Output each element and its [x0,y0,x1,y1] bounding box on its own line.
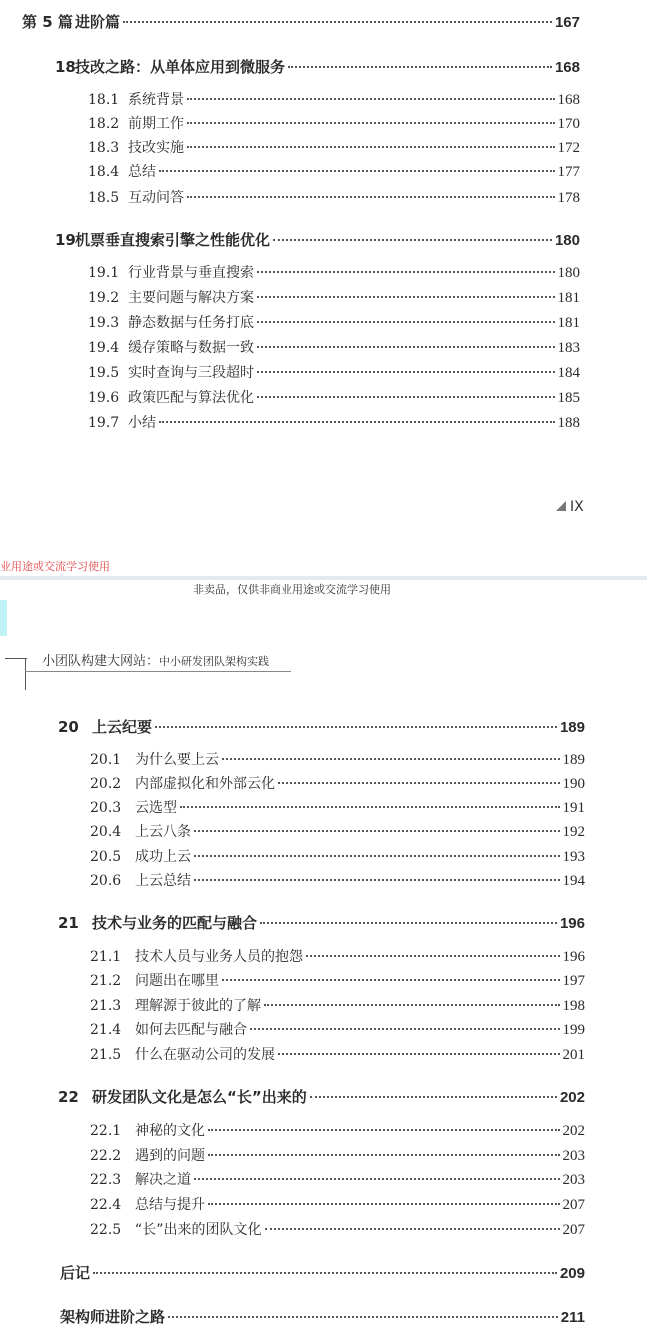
entry-title: 后记 [60,1264,91,1282]
toc-section-entry [88,413,580,433]
toc-section-entry [88,263,580,283]
toc-section-entry [90,774,585,794]
dot-leader [208,1154,560,1156]
entry-number: 20 [58,718,79,736]
dot-leader [288,66,552,68]
entry-number: 18.4 [88,164,120,180]
entry-page: 203 [562,1172,585,1188]
entry-number: 21.1 [90,949,122,965]
entry-number: 第 5 篇 [22,13,73,31]
entry-page: 190 [562,776,585,792]
dot-leader [250,1028,560,1030]
dot-leader [257,346,555,348]
entry-page: 202 [559,1089,585,1106]
entry-page: 189 [559,719,585,736]
dot-leader [194,830,560,832]
dot-leader [257,271,555,273]
entry-title: 内部虚拟化和外部云化 [135,776,275,792]
toc-chapter-entry [58,913,585,933]
entry-page: 189 [562,752,585,768]
page-folio: IX [556,499,584,515]
dot-leader [310,1096,557,1098]
dot-leader [222,758,560,760]
entry-title: 行业背景与垂直搜索 [128,265,254,281]
entry-number: 19.5 [88,365,120,381]
entry-number: 22.2 [90,1148,122,1164]
toc-section-entry [90,996,585,1016]
dot-leader [93,1272,557,1274]
dot-leader [265,1228,560,1230]
dot-leader [306,955,560,957]
entry-number: 18.2 [88,116,120,132]
entry-title: 遇到的问题 [135,1148,205,1164]
page-divider [0,576,647,580]
header-rule [25,671,291,672]
dot-leader [187,122,555,124]
entry-number: 18.3 [88,140,120,156]
entry-title: “长”出来的团队文化 [135,1222,262,1238]
dot-leader [155,726,557,728]
entry-title: 小结 [128,415,156,431]
toc-section-entry [90,871,585,891]
entry-page: 207 [562,1197,585,1213]
entry-page: 199 [562,1022,585,1038]
entry-number: 19.6 [88,390,120,406]
entry-number: 18.5 [88,190,120,206]
entry-title: 互动问答 [128,190,184,206]
dot-leader [257,296,555,298]
entry-title: 机票垂直搜索引擎之性能优化 [75,231,271,249]
toc-section-entry [90,971,585,991]
toc-section-entry [88,188,580,208]
entry-title: 主要问题与解决方案 [128,290,254,306]
dot-leader [194,1178,560,1180]
entry-page: 211 [560,1309,585,1326]
dot-leader [260,922,557,924]
entry-number: 20.5 [90,849,122,865]
toc-section-entry [90,947,585,967]
toc-section-entry [88,288,580,308]
toc-part-entry [60,1263,585,1283]
toc-section-entry [90,1020,585,1040]
entry-number: 19.3 [88,315,120,331]
entry-title: 总结 [128,164,156,180]
entry-title: 什么在驱动公司的发展 [135,1047,275,1063]
toc-chapter-entry [55,57,580,77]
entry-number: 20.6 [90,873,122,889]
dot-leader [257,371,555,373]
entry-number: 22.1 [90,1123,122,1139]
entry-number: 20.3 [90,800,122,816]
entry-title: 技改实施 [128,140,184,156]
entry-page: 185 [557,390,580,406]
entry-title: 为什么要上云 [135,752,219,768]
toc-section-entry [90,1195,585,1215]
entry-page: 181 [557,290,580,306]
entry-title: 架构师进阶之路 [60,1308,166,1326]
entry-number: 19.7 [88,415,120,431]
toc-section-entry [90,847,585,867]
entry-page: 180 [557,265,580,281]
toc-section-entry [88,338,580,358]
toc-chapter-entry [55,230,580,250]
entry-page: 201 [562,1047,585,1063]
toc-section-entry [90,750,585,770]
toc-section-entry [90,1045,585,1065]
entry-title: 总结与提升 [135,1197,205,1213]
entry-number: 18 [55,58,76,76]
watermark-red: 业用途或交流学习使用 [0,560,110,573]
entry-title: 上云纪要 [92,718,153,736]
entry-number: 21 [58,914,79,932]
toc-section-entry [88,114,580,134]
entry-number: 21.4 [90,1022,122,1038]
entry-page: 196 [562,949,585,965]
entry-title: 理解源于彼此的了解 [135,998,261,1014]
entry-number: 21.2 [90,973,122,989]
toc-section-entry [90,1220,585,1240]
dot-leader [194,879,560,881]
header-rule-bar [25,658,26,690]
triangle-icon [556,501,566,511]
entry-number: 21.3 [90,998,122,1014]
entry-title: 技改之路：从单体应用到微服务 [75,58,286,76]
entry-title: 前期工作 [128,116,184,132]
toc-part-entry [22,12,580,32]
entry-number: 18.1 [88,92,120,108]
entry-title: 实时查询与三段超时 [128,365,254,381]
entry-title: 缓存策略与数据一致 [128,340,254,356]
entry-number: 20.4 [90,824,122,840]
entry-page: 196 [559,915,585,932]
dot-leader [278,1053,560,1055]
dot-leader [222,979,560,981]
entry-page: 181 [557,315,580,331]
dot-leader [273,239,552,241]
entry-title: 上云总结 [135,873,191,889]
header-rule-tick [5,658,27,659]
entry-number: 22.3 [90,1172,122,1188]
running-header: 小团队构建大网站：中小研发团队架构实践 [42,654,270,669]
dot-leader [257,396,555,398]
entry-title: 上云八条 [135,824,191,840]
entry-page: 191 [562,800,585,816]
toc-section-entry [88,90,580,110]
toc-section-entry [90,798,585,818]
entry-page: 193 [562,849,585,865]
entry-page: 170 [557,116,580,132]
entry-number: 19.4 [88,340,120,356]
entry-page: 172 [557,140,580,156]
dot-leader [159,170,555,172]
entry-title: 静态数据与任务打底 [128,315,254,331]
entry-title: 如何去匹配与融合 [135,1022,247,1038]
entry-number: 19.1 [88,265,120,281]
entry-number: 20.1 [90,752,122,768]
entry-number: 22.4 [90,1197,122,1213]
watermark-gray: 非卖品，仅供非商业用途或交流学习使用 [193,583,391,596]
entry-title: 神秘的文化 [135,1123,205,1139]
toc-chapter-entry [58,1087,585,1107]
entry-title: 进阶篇 [75,13,121,31]
toc-section-entry [88,388,580,408]
entry-title: 技术人员与业务人员的抱怨 [135,949,303,965]
entry-number: 20.2 [90,776,122,792]
entry-page: 207 [562,1222,585,1238]
dot-leader [123,21,552,23]
dot-leader [187,98,555,100]
toc-section-entry [90,1146,585,1166]
entry-page: 192 [562,824,585,840]
entry-page: 177 [557,164,580,180]
dot-leader [194,855,560,857]
entry-page: 180 [554,232,580,249]
entry-page: 168 [554,59,580,76]
toc-section-entry [90,822,585,842]
entry-page: 178 [557,190,580,206]
entry-title: 解决之道 [135,1172,191,1188]
entry-title: 云选型 [135,800,177,816]
entry-number: 19 [55,231,76,249]
toc-section-entry [90,1121,585,1141]
entry-page: 198 [562,998,585,1014]
entry-number: 19.2 [88,290,120,306]
dot-leader [168,1316,558,1318]
dot-leader [180,806,560,808]
entry-page: 197 [562,973,585,989]
entry-page: 209 [559,1265,585,1282]
dot-leader [159,421,555,423]
toc-part-entry [60,1307,585,1327]
entry-page: 184 [557,365,580,381]
scan-artifact [0,600,7,636]
entry-page: 168 [557,92,580,108]
toc-section-entry [90,1170,585,1190]
toc-section-entry [88,162,580,182]
toc-chapter-entry [58,717,585,737]
entry-title: 成功上云 [135,849,191,865]
entry-title: 技术与业务的匹配与融合 [92,914,258,932]
dot-leader [208,1203,560,1205]
dot-leader [278,782,560,784]
toc-section-entry [88,138,580,158]
dot-leader [208,1129,560,1131]
entry-page: 202 [562,1123,585,1139]
entry-page: 188 [557,415,580,431]
entry-title: 问题出在哪里 [135,973,219,989]
entry-page: 194 [562,873,585,889]
entry-title: 研发团队文化是怎么“长”出来的 [92,1088,307,1106]
toc-section-entry [88,363,580,383]
dot-leader [187,146,555,148]
dot-leader [264,1004,560,1006]
dot-leader [187,196,555,198]
entry-page: 203 [562,1148,585,1164]
entry-title: 政策匹配与算法优化 [128,390,254,406]
entry-page: 167 [554,14,580,31]
entry-page: 183 [557,340,580,356]
entry-number: 22 [58,1088,79,1106]
entry-title: 系统背景 [128,92,184,108]
entry-number: 21.5 [90,1047,122,1063]
toc-section-entry [88,313,580,333]
entry-number: 22.5 [90,1222,122,1238]
dot-leader [257,321,555,323]
